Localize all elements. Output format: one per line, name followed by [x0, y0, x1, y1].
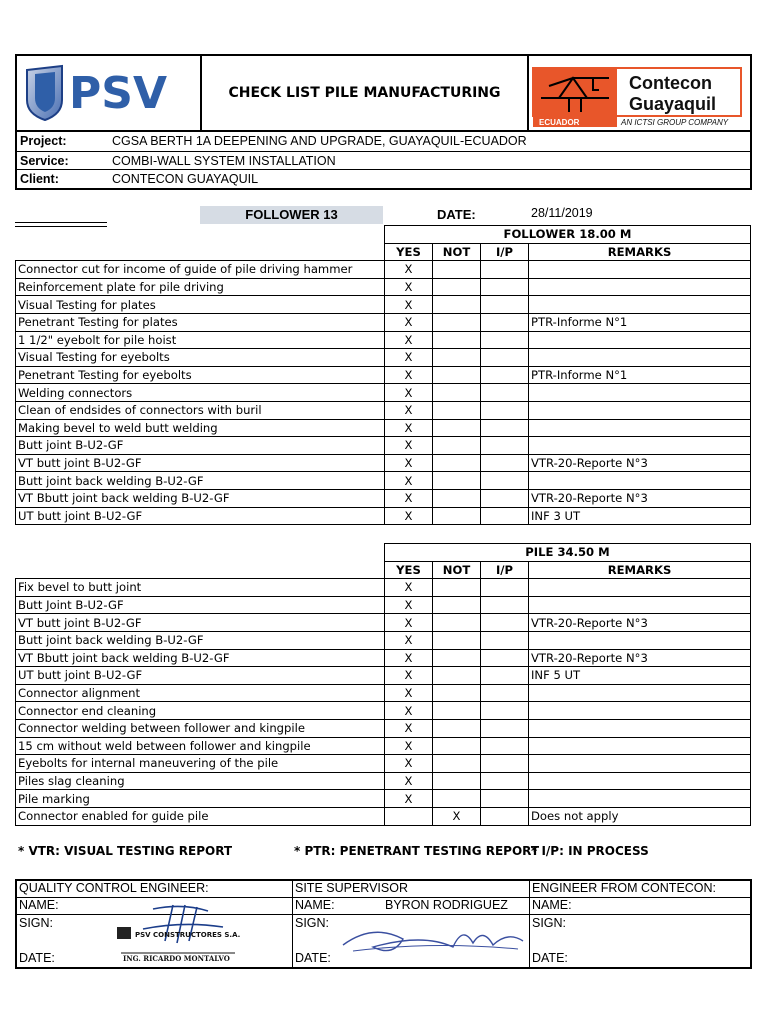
- ip-cell: [481, 737, 529, 755]
- project-row: [17, 132, 750, 151]
- signature-block: [15, 879, 752, 969]
- date-label: DATE:: [437, 207, 476, 222]
- remarks-cell: VTR-20-Reporte N°3: [529, 649, 751, 667]
- ip-cell: [481, 454, 529, 472]
- not-cell: [433, 719, 481, 737]
- yes-cell: X: [385, 366, 433, 384]
- checklist-item: UT butt joint B-U2-GF: [16, 667, 385, 685]
- table-title: PILE 34.50 M: [385, 544, 751, 562]
- date-value: 28/11/2019: [531, 206, 593, 220]
- remarks-cell: [529, 579, 751, 597]
- remarks-cell: [529, 772, 751, 790]
- service-row: [17, 151, 750, 170]
- checklist-item: Welding connectors: [16, 384, 385, 402]
- checklist-item: Fix bevel to butt joint: [16, 579, 385, 597]
- remarks-cell: PTR-Informe N°1: [529, 366, 751, 384]
- ip-cell: [481, 507, 529, 525]
- qc-engineer-column: [17, 881, 293, 967]
- not-cell: [433, 296, 481, 314]
- col-header-yes: YES: [385, 561, 433, 579]
- yes-cell: X: [385, 454, 433, 472]
- qc-engineer-title: QUALITY CONTROL ENGINEER:: [17, 881, 292, 898]
- blank-cell: [16, 226, 385, 244]
- table-row: [16, 454, 751, 472]
- qc-sign-label: SIGN:: [19, 916, 54, 930]
- yes-cell: X: [385, 472, 433, 490]
- remarks-cell: VTR-20-Reporte N°3: [529, 454, 751, 472]
- checklist-item: Butt Joint B-U2-GF: [16, 596, 385, 614]
- not-cell: [433, 790, 481, 808]
- table-row: [16, 261, 751, 279]
- ip-cell: [481, 278, 529, 296]
- table-row: [16, 772, 751, 790]
- not-cell: [433, 437, 481, 455]
- remarks-cell: VTR-20-Reporte N°3: [529, 489, 751, 507]
- remarks-cell: [529, 261, 751, 279]
- checklist-item: Pile marking: [16, 790, 385, 808]
- table-row: [16, 579, 751, 597]
- yes-cell: X: [385, 702, 433, 720]
- not-cell: [433, 454, 481, 472]
- contecon-engineer-title: ENGINEER FROM CONTECON:: [530, 881, 750, 898]
- remarks-cell: [529, 684, 751, 702]
- psv-logo: [17, 56, 202, 130]
- contecon-name1: Contecon: [629, 73, 712, 93]
- table-row: [16, 331, 751, 349]
- checklist-item: Reinforcement plate for pile driving: [16, 278, 385, 296]
- ip-cell: [481, 579, 529, 597]
- table-title-row: [16, 226, 751, 244]
- yes-cell: [385, 807, 433, 825]
- table-row: [16, 296, 751, 314]
- remarks-cell: [529, 419, 751, 437]
- not-cell: [433, 507, 481, 525]
- checklist-item: Clean of endsides of connectors with buril: [16, 401, 385, 419]
- checklist-item: Penetrant Testing for plates: [16, 313, 385, 331]
- yes-cell: X: [385, 261, 433, 279]
- checklist-item: Connector end cleaning: [16, 702, 385, 720]
- remarks-cell: [529, 755, 751, 773]
- yes-cell: X: [385, 313, 433, 331]
- col-header-remarks: REMARKS: [529, 561, 751, 579]
- table-row: [16, 702, 751, 720]
- col-header-remarks: REMARKS: [529, 243, 751, 261]
- remarks-cell: PTR-Informe N°1: [529, 313, 751, 331]
- contecon-engineer-column: [530, 881, 750, 967]
- project-info: [15, 132, 752, 190]
- client-label: Client:: [20, 172, 59, 187]
- remarks-cell: [529, 631, 751, 649]
- yes-cell: X: [385, 296, 433, 314]
- client-value: CONTECON GUAYAQUIL: [112, 172, 259, 187]
- yes-cell: X: [385, 596, 433, 614]
- not-cell: [433, 596, 481, 614]
- not-cell: [433, 313, 481, 331]
- remarks-cell: INF 5 UT: [529, 667, 751, 685]
- ip-cell: [481, 755, 529, 773]
- ip-cell: [481, 790, 529, 808]
- table-row: [16, 384, 751, 402]
- ip-cell: [481, 807, 529, 825]
- yes-cell: X: [385, 737, 433, 755]
- checklist-item: Eyebolts for internal maneuvering of the pile: [16, 755, 385, 773]
- table-row: [16, 807, 751, 825]
- yes-cell: X: [385, 419, 433, 437]
- ip-cell: [481, 313, 529, 331]
- ip-cell: [481, 489, 529, 507]
- checklist-item: Butt joint back welding B-U2-GF: [16, 472, 385, 490]
- contecon-logo: [529, 56, 752, 130]
- page-title: CHECK LIST PILE MANUFACTURING: [202, 56, 529, 130]
- ip-cell: [481, 667, 529, 685]
- col-header-yes: YES: [385, 243, 433, 261]
- not-cell: [433, 366, 481, 384]
- qc-signature-stamp: [113, 901, 253, 965]
- table-header-row: [16, 561, 751, 579]
- remarks-cell: [529, 349, 751, 367]
- not-cell: [433, 649, 481, 667]
- table-row: [16, 631, 751, 649]
- table-header-row: [16, 243, 751, 261]
- ip-cell: [481, 702, 529, 720]
- remarks-cell: [529, 437, 751, 455]
- ip-cell: [481, 401, 529, 419]
- remarks-cell: [529, 737, 751, 755]
- checklist-item: Connector alignment: [16, 684, 385, 702]
- table-row: [16, 419, 751, 437]
- table-row: [16, 313, 751, 331]
- not-cell: [433, 667, 481, 685]
- yes-cell: X: [385, 401, 433, 419]
- remarks-cell: [529, 401, 751, 419]
- pile-checklist-table: [15, 543, 751, 826]
- table-title: FOLLOWER 18.00 M: [385, 226, 751, 244]
- yes-cell: X: [385, 349, 433, 367]
- not-cell: [433, 331, 481, 349]
- table-row: [16, 278, 751, 296]
- not-cell: [433, 278, 481, 296]
- ip-cell: [481, 614, 529, 632]
- contecon-name-label: NAME:: [530, 898, 750, 915]
- table-row: [16, 366, 751, 384]
- remarks-cell: [529, 296, 751, 314]
- ip-cell: [481, 472, 529, 490]
- remarks-cell: [529, 702, 751, 720]
- table-row: [16, 719, 751, 737]
- table-row: [16, 790, 751, 808]
- yes-cell: X: [385, 649, 433, 667]
- table-row: [16, 596, 751, 614]
- stamp-person: ING. RICARDO MONTALVO: [123, 954, 230, 963]
- blank-cell: [16, 544, 385, 562]
- contecon-name2: Guayaquil: [629, 94, 717, 114]
- yes-cell: X: [385, 384, 433, 402]
- checklist-item: UT butt joint B-U2-GF: [16, 507, 385, 525]
- ip-cell: [481, 596, 529, 614]
- not-cell: [433, 261, 481, 279]
- not-cell: [433, 684, 481, 702]
- checklist-item: VT butt joint B-U2-GF: [16, 454, 385, 472]
- table-row: [16, 437, 751, 455]
- not-cell: [433, 489, 481, 507]
- note-ip: * I/P: IN PROCESS: [531, 844, 649, 858]
- col-header-ip: I/P: [481, 243, 529, 261]
- yes-cell: X: [385, 631, 433, 649]
- contecon-sign-label: SIGN:: [532, 916, 567, 930]
- remarks-cell: [529, 278, 751, 296]
- note-vtr: * VTR: VISUAL TESTING REPORT: [18, 844, 233, 858]
- yes-cell: X: [385, 579, 433, 597]
- yes-cell: X: [385, 507, 433, 525]
- checklist-item: Visual Testing for plates: [16, 296, 385, 314]
- not-cell: [433, 772, 481, 790]
- psv-logo-text: PSV: [69, 68, 167, 119]
- contecon-country: ECUADOR: [539, 118, 580, 127]
- yes-cell: X: [385, 719, 433, 737]
- supervisor-date-label: DATE:: [295, 951, 331, 965]
- table-title-row: [16, 544, 751, 562]
- yes-cell: X: [385, 755, 433, 773]
- col-header-ip: I/P: [481, 561, 529, 579]
- ip-cell: [481, 772, 529, 790]
- checklist-item: 15 cm without weld between follower and kingpile: [16, 737, 385, 755]
- yes-cell: X: [385, 790, 433, 808]
- not-cell: [433, 755, 481, 773]
- remarks-cell: INF 3 UT: [529, 507, 751, 525]
- ip-cell: [481, 649, 529, 667]
- blank-cell: [16, 243, 385, 261]
- yes-cell: X: [385, 331, 433, 349]
- ip-cell: [481, 349, 529, 367]
- service-value: COMBI-WALL SYSTEM INSTALLATION: [112, 153, 336, 168]
- remarks-cell: [529, 719, 751, 737]
- supervisor-signature: [333, 917, 533, 965]
- checklist-item: Butt joint B-U2-GF: [16, 437, 385, 455]
- table-row: [16, 737, 751, 755]
- table-row: [16, 349, 751, 367]
- checklist-item: 1 1/2" eyebolt for pile hoist: [16, 331, 385, 349]
- blank-cell: [16, 561, 385, 579]
- follower-checklist-table: [15, 225, 751, 525]
- client-row: [17, 169, 750, 188]
- checklist-item: VT Bbutt joint back welding B-U2-GF: [16, 489, 385, 507]
- not-cell: [433, 702, 481, 720]
- remarks-cell: [529, 790, 751, 808]
- not-cell: [433, 384, 481, 402]
- remarks-cell: [529, 331, 751, 349]
- supervisor-sign-label: SIGN:: [295, 916, 330, 930]
- contecon-date-label: DATE:: [532, 951, 568, 965]
- table-row: [16, 507, 751, 525]
- remarks-cell: [529, 384, 751, 402]
- remarks-cell: [529, 596, 751, 614]
- checklist-item: Visual Testing for eyebolts: [16, 349, 385, 367]
- ip-cell: [481, 384, 529, 402]
- supervisor-name-label: NAME:: [295, 898, 335, 912]
- stamp-company: PSV CONSTRUCTORES S.A.: [135, 931, 241, 939]
- yes-cell: X: [385, 437, 433, 455]
- remarks-cell: VTR-20-Reporte N°3: [529, 614, 751, 632]
- yes-cell: X: [385, 614, 433, 632]
- document-header: [15, 54, 752, 132]
- project-label: Project:: [20, 134, 67, 149]
- table-row: [16, 614, 751, 632]
- checklist-item: VT butt joint B-U2-GF: [16, 614, 385, 632]
- yes-cell: X: [385, 684, 433, 702]
- table-row: [16, 401, 751, 419]
- table-row: [16, 667, 751, 685]
- ip-cell: [481, 631, 529, 649]
- not-cell: [433, 631, 481, 649]
- qc-date-label: DATE:: [19, 951, 55, 965]
- not-cell: X: [433, 807, 481, 825]
- ip-cell: [481, 366, 529, 384]
- ip-cell: [481, 419, 529, 437]
- col-header-not: NOT: [433, 243, 481, 261]
- ip-cell: [481, 296, 529, 314]
- not-cell: [433, 737, 481, 755]
- not-cell: [433, 419, 481, 437]
- checklist-item: Connector cut for income of guide of pile driving hammer: [16, 261, 385, 279]
- table-row: [16, 755, 751, 773]
- checklist-item: Connector enabled for guide pile: [16, 807, 385, 825]
- checklist-item: VT Bbutt joint back welding B-U2-GF: [16, 649, 385, 667]
- remarks-cell: [529, 472, 751, 490]
- yes-cell: X: [385, 772, 433, 790]
- qc-name-label: NAME:: [17, 898, 292, 915]
- not-cell: [433, 401, 481, 419]
- table-row: [16, 472, 751, 490]
- remarks-cell: Does not apply: [529, 807, 751, 825]
- project-value: CGSA BERTH 1A DEEPENING AND UPGRADE, GUAYAQUIL-ECUADOR: [112, 134, 527, 149]
- yes-cell: X: [385, 667, 433, 685]
- ip-cell: [481, 261, 529, 279]
- service-label: Service:: [20, 153, 69, 168]
- table-row: [16, 489, 751, 507]
- site-supervisor-column: [293, 881, 530, 967]
- ip-cell: [481, 437, 529, 455]
- not-cell: [433, 472, 481, 490]
- site-supervisor-title: SITE SUPERVISOR: [293, 881, 529, 898]
- checklist-item: Penetrant Testing for eyebolts: [16, 366, 385, 384]
- yes-cell: X: [385, 489, 433, 507]
- table-row: [16, 649, 751, 667]
- supervisor-name: BYRON RODRIGUEZ: [385, 898, 508, 912]
- checklist-item: Butt joint back welding B-U2-GF: [16, 631, 385, 649]
- yes-cell: X: [385, 278, 433, 296]
- checklist-item: Making bevel to weld butt welding: [16, 419, 385, 437]
- note-ptr: * PTR: PENETRANT TESTING REPORT: [294, 844, 540, 858]
- ip-cell: [481, 331, 529, 349]
- supervisor-name-row: [293, 898, 529, 915]
- checklist-item: Connector welding between follower and kingpile: [16, 719, 385, 737]
- ip-cell: [481, 719, 529, 737]
- not-cell: [433, 579, 481, 597]
- col-header-not: NOT: [433, 561, 481, 579]
- contecon-tagline: AN ICTSI GROUP COMPANY: [621, 118, 729, 127]
- checklist-item: Piles slag cleaning: [16, 772, 385, 790]
- not-cell: [433, 349, 481, 367]
- ip-cell: [481, 684, 529, 702]
- table-row: [16, 684, 751, 702]
- not-cell: [433, 614, 481, 632]
- follower-label: FOLLOWER 13: [200, 206, 383, 224]
